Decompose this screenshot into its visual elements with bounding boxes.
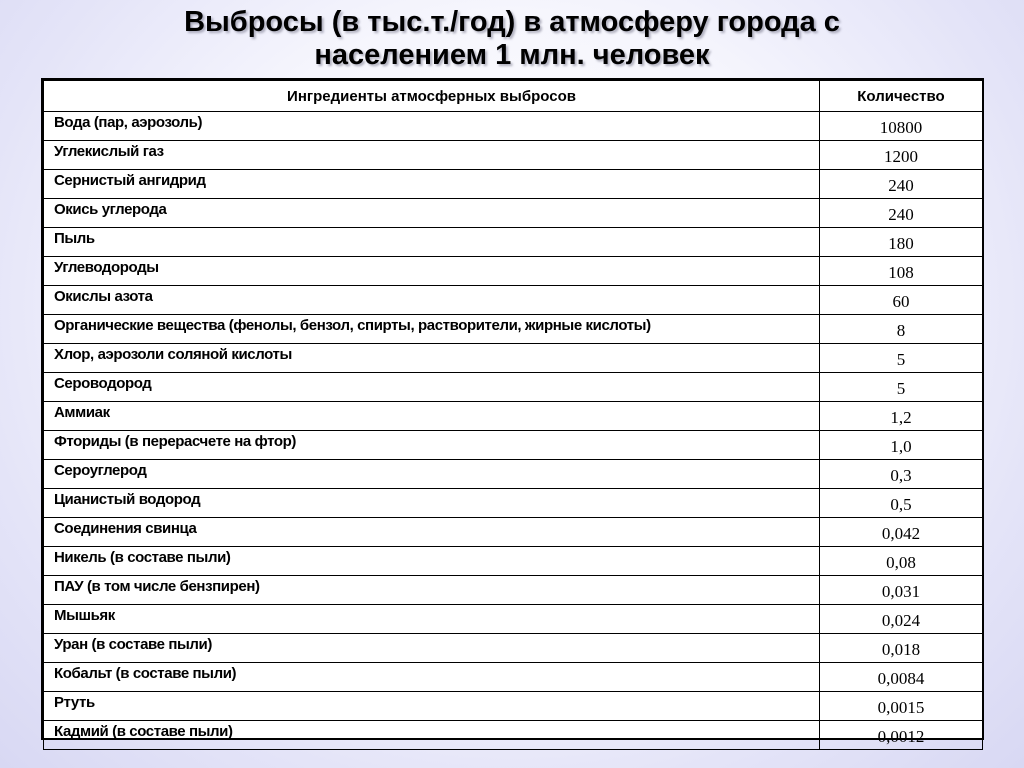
ingredient-name-cell: Соединения свинца <box>44 518 820 547</box>
quantity-cell: 1,0 <box>820 431 983 460</box>
table-row <box>44 170 983 199</box>
table-header-row <box>44 81 983 112</box>
ingredient-name-cell: Мышьяк <box>44 605 820 634</box>
quantity-cell: 0,0012 <box>820 721 983 750</box>
ingredient-name-cell: Углекислый газ <box>44 141 820 170</box>
ingredient-name-cell: Органические вещества (фенолы, бензол, спирты, растворители, жирные кислоты) <box>44 315 820 344</box>
ingredient-name-cell: Кадмий (в составе пыли) <box>44 721 820 750</box>
quantity-cell: 0,5 <box>820 489 983 518</box>
ingredient-name-cell: Углеводороды <box>44 257 820 286</box>
table-row <box>44 112 983 141</box>
quantity-cell: 0,08 <box>820 547 983 576</box>
quantity-cell: 0,018 <box>820 634 983 663</box>
quantity-cell: 0,031 <box>820 576 983 605</box>
table-row <box>44 721 983 750</box>
quantity-cell: 8 <box>820 315 983 344</box>
quantity-cell: 10800 <box>820 112 983 141</box>
page-title <box>0 6 1024 72</box>
quantity-cell: 0,024 <box>820 605 983 634</box>
table-row <box>44 257 983 286</box>
ingredient-name-cell: Никель (в составе пыли) <box>44 547 820 576</box>
ingredient-name-cell: Кобальт (в составе пыли) <box>44 663 820 692</box>
ingredient-name-cell: ПАУ (в том числе бензпирен) <box>44 576 820 605</box>
table-row <box>44 634 983 663</box>
ingredient-name-cell: Вода (пар, аэрозоль) <box>44 112 820 141</box>
table-row <box>44 402 983 431</box>
ingredient-name-cell: Сернистый ангидрид <box>44 170 820 199</box>
ingredient-name-cell: Пыль <box>44 228 820 257</box>
table-body <box>44 112 983 750</box>
table-row <box>44 228 983 257</box>
quantity-cell: 240 <box>820 170 983 199</box>
table-row <box>44 518 983 547</box>
table-row <box>44 663 983 692</box>
table-row <box>44 199 983 228</box>
table-row <box>44 547 983 576</box>
quantity-cell: 240 <box>820 199 983 228</box>
column-header-ingredients: Ингредиенты атмосферных выбросов <box>44 81 820 112</box>
quantity-cell: 0,0015 <box>820 692 983 721</box>
ingredient-name-cell: Ртуть <box>44 692 820 721</box>
quantity-cell: 5 <box>820 373 983 402</box>
table-row <box>44 460 983 489</box>
ingredient-name-cell: Окись углерода <box>44 199 820 228</box>
ingredient-name-cell: Фториды (в перерасчете на фтор) <box>44 431 820 460</box>
page-title-line-2: населением 1 млн. человек <box>314 39 710 71</box>
table-row <box>44 692 983 721</box>
quantity-cell: 60 <box>820 286 983 315</box>
ingredient-name-cell: Сероуглерод <box>44 460 820 489</box>
table-row <box>44 576 983 605</box>
table-row <box>44 315 983 344</box>
quantity-cell: 0,042 <box>820 518 983 547</box>
table-row <box>44 286 983 315</box>
quantity-cell: 1,2 <box>820 402 983 431</box>
table-row <box>44 373 983 402</box>
quantity-cell: 5 <box>820 344 983 373</box>
quantity-cell: 0,0084 <box>820 663 983 692</box>
ingredient-name-cell: Окислы азота <box>44 286 820 315</box>
emissions-table <box>41 78 984 746</box>
ingredient-name-cell: Хлор, аэрозоли соляной кислоты <box>44 344 820 373</box>
table-row <box>44 605 983 634</box>
ingredient-name-cell: Сероводород <box>44 373 820 402</box>
page-title-line-1: Выбросы (в тыс.т./год) в атмосферу города с <box>184 6 840 38</box>
table-row <box>44 344 983 373</box>
table-row <box>44 489 983 518</box>
ingredient-name-cell: Уран (в составе пыли) <box>44 634 820 663</box>
quantity-cell: 0,3 <box>820 460 983 489</box>
quantity-cell: 108 <box>820 257 983 286</box>
column-header-quantity: Количество <box>820 81 983 112</box>
emissions-table-grid <box>43 80 983 750</box>
table-row <box>44 141 983 170</box>
quantity-cell: 180 <box>820 228 983 257</box>
quantity-cell: 1200 <box>820 141 983 170</box>
ingredient-name-cell: Аммиак <box>44 402 820 431</box>
ingredient-name-cell: Цианистый водород <box>44 489 820 518</box>
table-row <box>44 431 983 460</box>
